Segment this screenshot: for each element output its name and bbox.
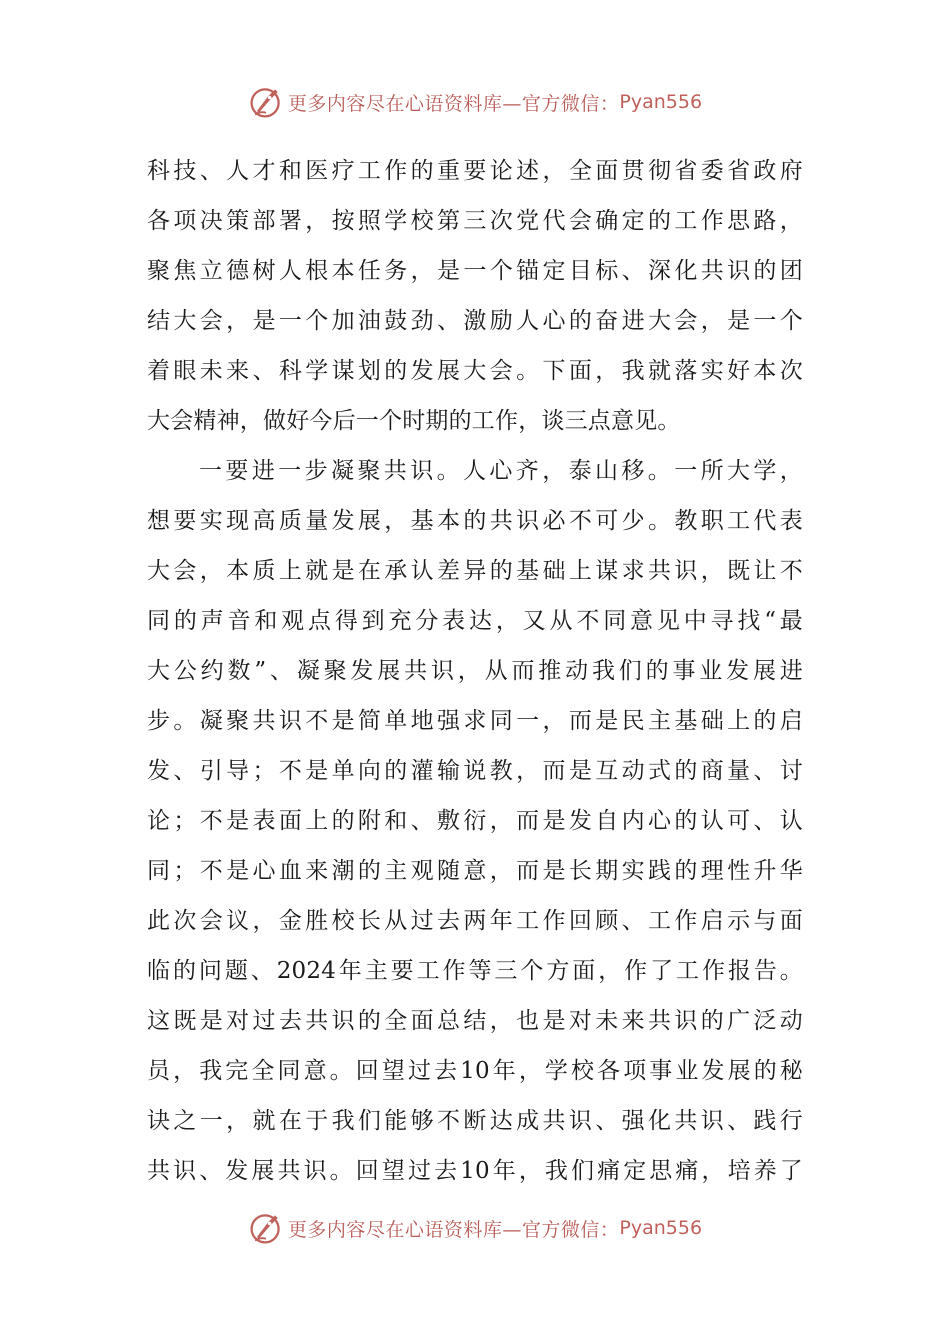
- text-line: 同；不是心血来潮的主观随意，而是长期实践的理性升华: [147, 858, 803, 884]
- footer-banner: [0, 1210, 950, 1246]
- text-line: 聚焦立德树人根本任务，是一个锚定目标、深化共识的团: [147, 258, 803, 284]
- text-line: 各项决策部署，按照学校第三次党代会确定的工作思路，: [147, 208, 803, 234]
- text-line: 结大会，是一个加油鼓劲、激励人心的奋进大会，是一个: [147, 308, 803, 334]
- banner-text: 更多内容尽在心语资料库—官方微信：: [287, 1218, 620, 1241]
- document-body: [147, 146, 803, 1196]
- banner-text: 更多内容尽在心语资料库—官方微信：: [287, 92, 620, 115]
- text-line: 此次会议，金胜校长从过去两年工作回顾、工作启示与面: [147, 908, 803, 934]
- text-line: 员，我完全同意。回望过去10年，学校各项事业发展的秘: [147, 1058, 803, 1084]
- text-line: 步。凝聚共识不是简单地强求同一，而是民主基础上的启: [147, 708, 803, 734]
- text-line: 诀之一，就在于我们能够不断达成共识、强化共识、践行: [147, 1108, 803, 1134]
- pen-nib-logo-icon: [248, 1210, 284, 1246]
- pen-nib-logo-icon: [248, 84, 284, 120]
- text-line: 大会，本质上就是在承认差异的基础上谋求共识，既让不: [147, 558, 803, 584]
- text-line: 大会精神，做好今后一个时期的工作，谈三点意见。: [147, 408, 681, 434]
- text-line: 科技、人才和医疗工作的重要论述，全面贯彻省委省政府: [147, 158, 803, 184]
- text-line: 着眼未来、科学谋划的发展大会。下面，我就落实好本次: [147, 358, 803, 384]
- paragraph-start-line: 一要进一步凝聚共识。人心齐，泰山移。一所大学，: [199, 458, 803, 484]
- header-banner: [0, 84, 950, 120]
- text-line: 发、引导；不是单向的灌输说教，而是互动式的商量、讨: [147, 758, 803, 784]
- text-line: 同的声音和观点得到充分表达，又从不同意见中寻找“最: [147, 608, 803, 634]
- text-line: 大公约数”、凝聚发展共识，从而推动我们的事业发展进: [147, 658, 803, 684]
- wechat-id: Pyan556: [619, 91, 703, 113]
- wechat-id: Pyan556: [619, 1217, 703, 1239]
- text-line: 论；不是表面上的附和、敷衍，而是发自内心的认可、认: [147, 808, 803, 834]
- text-line: 共识、发展共识。回望过去10年，我们痛定思痛，培养了: [147, 1158, 803, 1184]
- text-line: 临的问题、2024年主要工作等三个方面，作了工作报告。: [147, 958, 803, 984]
- text-line: 想要实现高质量发展，基本的共识必不可少。教职工代表: [147, 508, 803, 534]
- text-line: 这既是对过去共识的全面总结，也是对未来共识的广泛动: [147, 1008, 803, 1034]
